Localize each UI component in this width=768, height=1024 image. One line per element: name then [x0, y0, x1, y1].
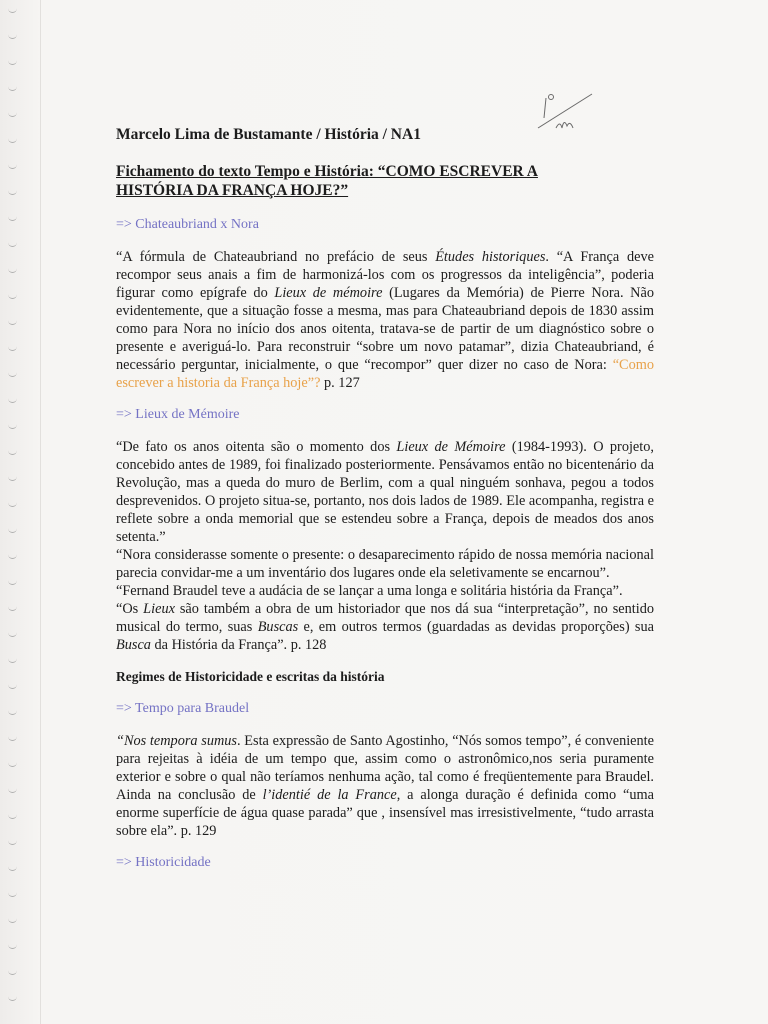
- italic-run: Busca: [116, 637, 151, 653]
- italic-run: Études historiques: [435, 249, 546, 265]
- section-heading-braudel: => Tempo para Braudel: [116, 701, 250, 716]
- section-lieux-paragraphs: [116, 438, 654, 654]
- italic-run: Lieux de Mémoire: [396, 439, 506, 455]
- binder-hole: [8, 450, 17, 455]
- binder-hole: [8, 372, 17, 377]
- section-chateaubriand-paragraph: [116, 248, 654, 392]
- highlighted-question: “Como escrever a historia da França hoje”?: [116, 357, 654, 391]
- section-heading-lieux: => Lieux de Mémoire: [116, 407, 240, 422]
- binder-hole: [8, 398, 17, 403]
- binder-hole: [8, 86, 17, 91]
- text-run: e, em outros termos (guardadas as devidas proporções) sua: [298, 619, 654, 635]
- text-run: (Lugares da Memória) de Pierre Nora. Não evidentemente, que a situação fosse a mesma, mas para Chateaubriand depois de 1830 assim como para Nora no início dos anos oitenta, tratava-se de partir de um diagnóstico sobre o presente e averiguá-lo. Para reconstruir “sobre um novo patamar”, dizia Chateaubriand, é necessário perguntar, inicialmente, o que “recompor” quer dizer no caso de Nora:: [116, 285, 655, 373]
- text-run: da História da França”. p. 128: [150, 637, 327, 653]
- binder-hole: [8, 788, 17, 793]
- text-run: (1984-1993). O projeto, concebido antes de 1989, foi finalizado posteriormente. Pensávamos então no bicentenário da Revolução, mas a queda do muro de Berlim, com a qual ninguém sonhava, pegou a todos desprevenidos. O projeto situa-se, portanto, nos dois lados de 1989. Ele acompanha, registra e reflete sobre a onda memorial que se estendeu sobre a França, depois de meados dos anos setenta.”: [116, 439, 654, 545]
- page-reference: p. 127: [320, 375, 360, 391]
- section-heading-historicidade: => Historicidade: [116, 855, 211, 870]
- binder-hole: [8, 476, 17, 481]
- document-title: [116, 162, 654, 200]
- binder-hole: [8, 684, 17, 689]
- binder-hole: [8, 554, 17, 559]
- binder-hole: [8, 294, 17, 299]
- binder-hole: [8, 242, 17, 247]
- binder-hole: [8, 268, 17, 273]
- binder-hole: [8, 710, 17, 715]
- paragraph-text: “Nora considerasse somente o presente: o desaparecimento rápido de nossa memória nacional parecia convidar-me a um inventário dos lugares onde ela seletivamente se encarnou”.: [116, 547, 654, 581]
- binder-hole: [8, 112, 17, 117]
- paragraph-text: [116, 248, 654, 392]
- binder-hole: [8, 918, 17, 923]
- italic-run: “Nos tempora sumus: [116, 733, 238, 749]
- binder-hole: [8, 190, 17, 195]
- author-line: Marcelo Lima de Bustamante / História / NA1: [116, 126, 421, 143]
- binder-hole: [8, 762, 17, 767]
- title-line-1: Fichamento do texto Tempo e História: “COMO ESCREVER A: [116, 163, 538, 180]
- binder-hole: [8, 424, 17, 429]
- binder-hole: [8, 320, 17, 325]
- section-braudel-paragraph: [116, 732, 654, 840]
- binder-hole: [8, 970, 17, 975]
- document-body: [116, 126, 654, 886]
- text-run: “De fato os anos oitenta são o momento dos: [116, 439, 397, 455]
- binder-hole: [8, 658, 17, 663]
- italic-run: Lieux: [143, 601, 175, 617]
- page-margin-line: [40, 0, 41, 1024]
- text-run: . Esta expressão de Santo Agostinho, “Nós somos tempo”, é conveniente para rejeitas à idéia de um tempo que, assim como o astronômico,nos seria puramente exterior e sobre o qual não teríamos nenhuma ação, tal como é freqüentemente para Braudel. Ainda na conclusão de: [116, 733, 654, 803]
- binder-hole: [8, 580, 17, 585]
- binder-holes: [6, 8, 26, 1018]
- italic-run: l’identié de la France: [262, 787, 397, 803]
- binder-hole: [8, 996, 17, 1001]
- text-run: , a alonga duração é definida como “uma enorme superfície de água quase parada” que , insensível mas irresistivelmente, “tudo arrasta sobre ela”. p. 129: [116, 787, 654, 839]
- binder-hole: [8, 866, 17, 871]
- paragraph-text: [116, 600, 654, 654]
- binder-hole: [8, 60, 17, 65]
- italic-run: Lieux de mémoire: [274, 285, 383, 301]
- binder-hole: [8, 34, 17, 39]
- text-run: “Os: [116, 601, 144, 617]
- binder-hole: [8, 606, 17, 611]
- binder-hole: [8, 892, 17, 897]
- binder-hole: [8, 528, 17, 533]
- binder-hole: [8, 216, 17, 221]
- paragraph-text: [116, 438, 654, 546]
- binder-hole: [8, 346, 17, 351]
- binder-hole: [8, 164, 17, 169]
- binder-hole: [8, 138, 17, 143]
- text-run: “A fórmula de Chateaubriand no prefácio de seus: [116, 249, 436, 265]
- binder-hole: [8, 814, 17, 819]
- binder-hole: [8, 502, 17, 507]
- section-heading-regimes: Regimes de Historicidade e escritas da história: [116, 669, 385, 684]
- text-run: . “A França deve recompor seus anais a fim de harmonizá-los com os progressos da inteligência”, poderia figurar como epígrafe do: [116, 249, 654, 301]
- text-run: são também a obra de um historiador que nos dá sua “interpretação”, no sentido musical do termo, suas: [116, 601, 654, 635]
- italic-run: Buscas: [257, 619, 299, 635]
- paragraph-text: [116, 732, 654, 840]
- binder-hole: [8, 8, 17, 13]
- binder-hole: [8, 736, 17, 741]
- section-heading-chateaubriand: => Chateaubriand x Nora: [116, 217, 259, 232]
- binder-hole: [8, 840, 17, 845]
- binder-hole: [8, 632, 17, 637]
- binder-hole: [8, 944, 17, 949]
- title-line-2: HISTÓRIA DA FRANÇA HOJE?”: [116, 182, 349, 199]
- paragraph-text: “Fernand Braudel teve a audácia de se lançar a uma longa e solitária história da França”.: [116, 583, 623, 599]
